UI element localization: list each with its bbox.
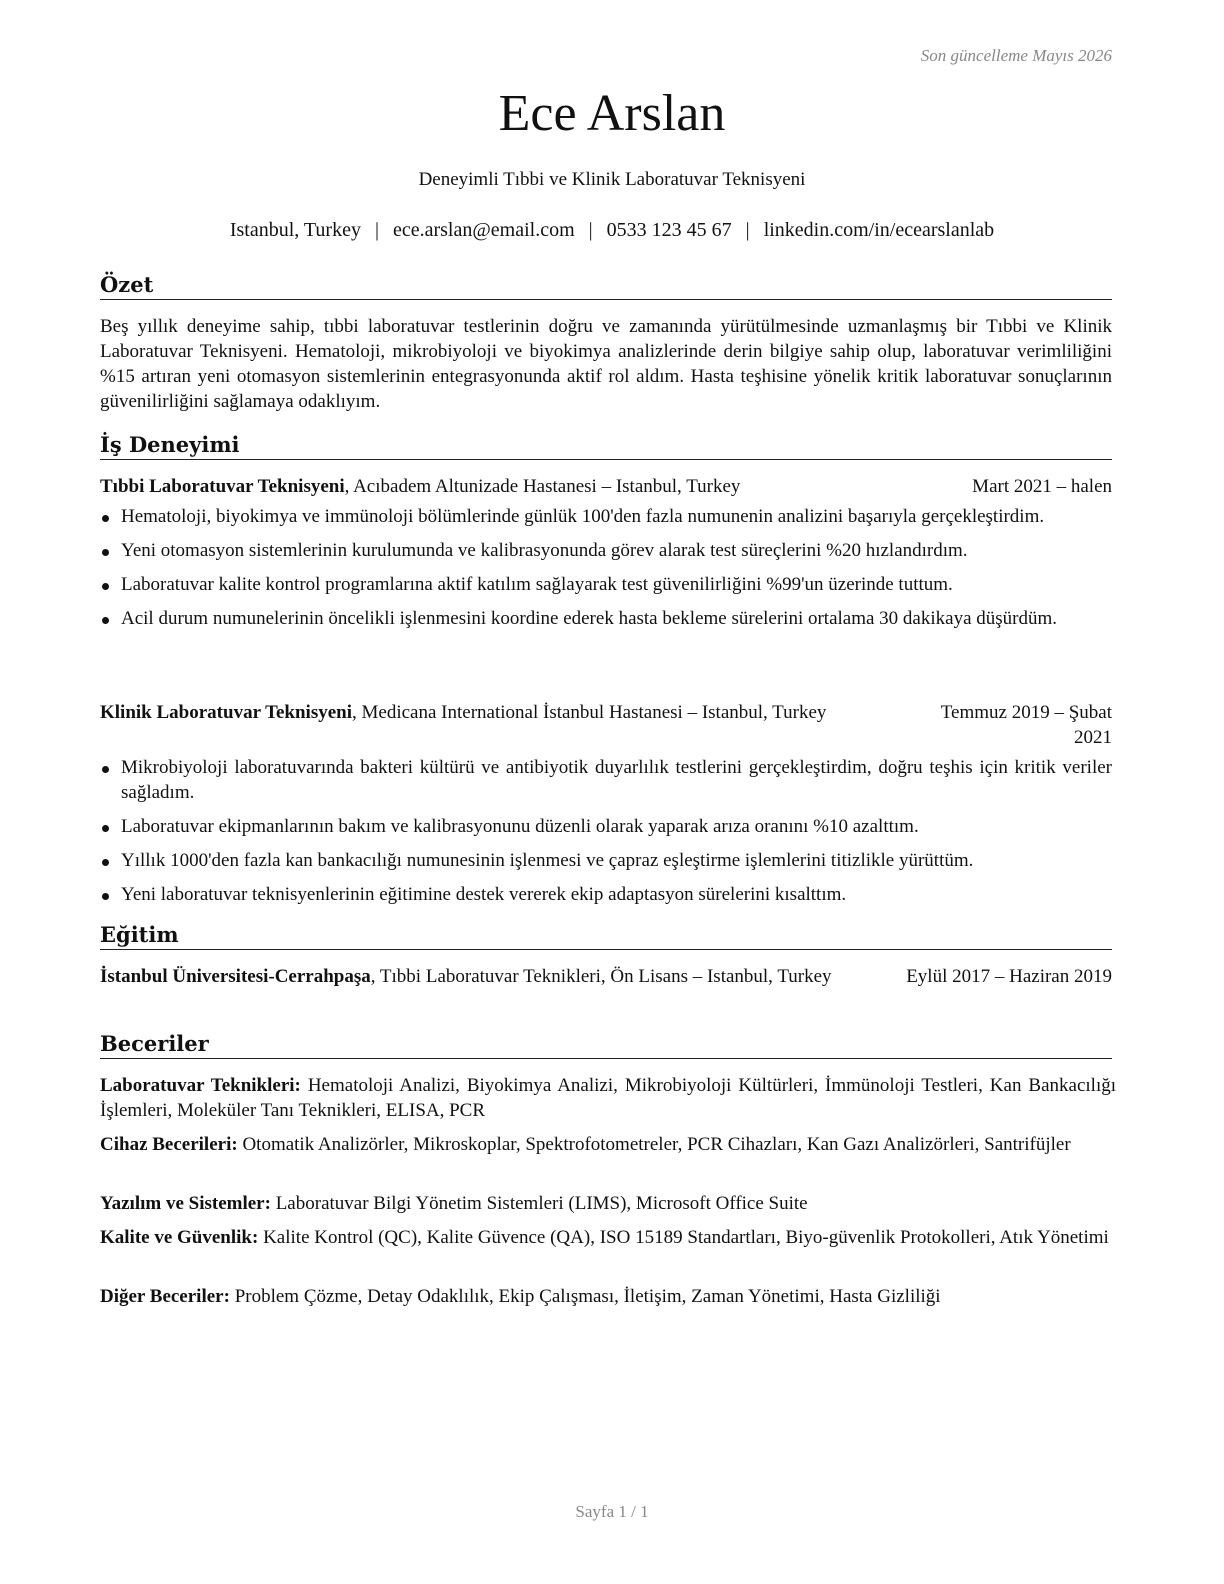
bullet-text: Hematoloji, biyokimya ve immünoloji bölümlerinde günlük 100'den fazla numunenin analizini başarıyla gerçekleştirdim. [121,506,1045,527]
list-item [100,848,1112,873]
skill-value: Hematoloji Analizi, Biyokimya Analizi, Mikrobiyoloji Kültürleri, İmmünoloji Testleri, Kan Bankacılığı İşlemleri, Moleküler Tanı Teknikleri, ELISA, PCR [100,1075,1116,1121]
skill-label: Diğer Beceriler: [100,1286,230,1307]
last-updated: Son güncelleme Mayıs 2026 [920,46,1112,65]
list-item [100,755,1112,805]
job-dates: Temmuz 2019 – Şubat 2021 [940,702,1112,748]
bullet-text: Laboratuvar ekipmanlarının bakım ve kalibrasyonunu düzenli olarak yaparak arıza oranını %10 azalttım. [121,816,919,837]
skill-label: Laboratuvar Teknikleri: [100,1075,301,1096]
contact-location: Istanbul, Turkey [229,219,361,241]
person-name: Ece Arslan [498,85,726,142]
bullet-icon [102,515,109,522]
list-item [100,538,1112,563]
list-item [100,814,1112,839]
contact-separator: | [745,219,750,241]
section-heading-education: Eğitim [100,921,1112,950]
bullet-icon [102,859,109,866]
skill-label: Yazılım ve Sistemler: [100,1193,271,1214]
list-item [100,504,1112,529]
job-header [100,700,1112,748]
bullet-text: Mikrobiyoloji laboratuvarında bakteri kültürü ve antibiyotik duyarlılık testlerini gerçekleştirdim, doğru teşhis için kritik veriler sağladım. [121,757,1112,803]
bullet-text: Yeni otomasyon sistemlerinin kurulumunda ve kalibrasyonunda görev alarak test süreçlerini %20 hızlandırdım. [121,540,968,561]
skill-label: Cihaz Becerileri: [100,1134,238,1155]
contact-separator: | [374,219,379,241]
summary-text: Beş yıllık deneyime sahip, tıbbi laboratuvar testlerinin doğru ve zamanında yürütülmesinde uzmanlaşmış bir Tıbbi ve Klinik Laboratuvar Teknisyeni. Hematoloji, mikrobiyoloji ve biyokimya analizlerinde derin bilgiye sahip olup, laboratuvar verimliliğini %15 artıran yeni otomasyon sistemlerinin entegrasyonunda aktif rol aldım. Hasta teşhisine yönelik kritik laboratuvar sonuçlarının güvenilirliğini sağlamaya odaklıyım. [100,316,1112,412]
bullet-icon [102,766,109,773]
bullet-text: Laboratuvar kalite kontrol programlarına aktif katılım sağlayarak test güvenilirliğini %99'un üzerinde tuttum. [121,574,953,595]
list-item [100,882,1112,907]
skill-label: Kalite ve Güvenlik: [100,1227,259,1248]
bullet-text: Yıllık 1000'den fazla kan bankacılığı numunesinin işlenmesi ve çapraz eşleştirme işlemlerini titizlikle yürüttüm. [121,850,974,871]
skill-value: Kalite Kontrol (QC), Kalite Güvence (QA), ISO 15189 Standartları, Biyo-güvenlik Protokolleri, Atık Yönetimi [258,1227,1109,1248]
skill-value: Otomatik Analizörler, Mikroskoplar, Spektrofotometreler, PCR Cihazları, Kan Gazı Analizörleri, Santrifüjler [237,1134,1071,1155]
skill-row [100,1284,1116,1309]
job-bullets [100,504,1112,640]
job-header [100,474,1112,499]
skill-row [100,1073,1116,1123]
section-heading-summary: Özet [100,271,1112,300]
list-item [100,572,1112,597]
bullet-icon [102,583,109,590]
education-left [100,964,880,989]
skill-value: Laboratuvar Bilgi Yönetim Sistemleri (LIMS), Microsoft Office Suite [270,1193,808,1214]
job-title: Deneyimli Tıbbi ve Klinik Laboratuvar Teknisyeni [418,169,806,190]
education-details: , Tıbbi Laboratuvar Teknikleri, Ön Lisans – Istanbul, Turkey [370,966,832,987]
education-entry [100,964,1112,989]
job-bullets [100,755,1112,916]
contact-line [0,219,1224,242]
job-dates: Mart 2021 – halen [972,476,1112,497]
job-role: Tıbbi Laboratuvar Teknisyeni [100,476,345,497]
skill-row [100,1225,1116,1250]
skill-row [100,1132,1116,1157]
education-dates: Eylül 2017 – Haziran 2019 [906,966,1112,987]
contact-separator: | [588,219,593,241]
bullet-icon [102,617,109,624]
bullet-text: Acil durum numunelerinin öncelikli işlenmesini koordine ederek hasta bekleme sürelerini ortalama 30 dakikaya düşürdüm. [121,608,1058,629]
skill-value: Problem Çözme, Detay Odaklılık, Ekip Çalışması, İletişim, Zaman Yönetimi, Hasta Gizliliği [229,1286,941,1307]
job-organization: , Acıbadem Altunizade Hastanesi – Istanbul, Turkey [344,476,741,497]
contact-linkedin[interactable]: linkedin.com/in/ecearslanlab [763,219,995,241]
skill-row [100,1191,1116,1216]
bullet-icon [102,893,109,900]
job-role: Klinik Laboratuvar Teknisyeni [100,702,353,723]
list-item [100,606,1112,631]
bullet-text: Yeni laboratuvar teknisyenlerinin eğitimine destek vererek ekip adaptasyon sürelerini kısalttım. [121,884,847,905]
bullet-icon [102,825,109,832]
job-heading-left [100,700,890,725]
section-heading-experience: İş Deneyimi [100,431,1112,460]
page-number: Sayfa 1 / 1 [575,1502,649,1521]
education-school: İstanbul Üniversitesi-Cerrahpaşa [100,966,371,987]
bullet-icon [102,549,109,556]
section-heading-skills: Beceriler [100,1030,1112,1059]
contact-email[interactable]: ece.arslan@email.com [392,219,575,241]
job-organization: , Medicana International İstanbul Hastanesi – Istanbul, Turkey [352,702,827,723]
contact-phone: 0533 123 45 67 [606,219,732,241]
